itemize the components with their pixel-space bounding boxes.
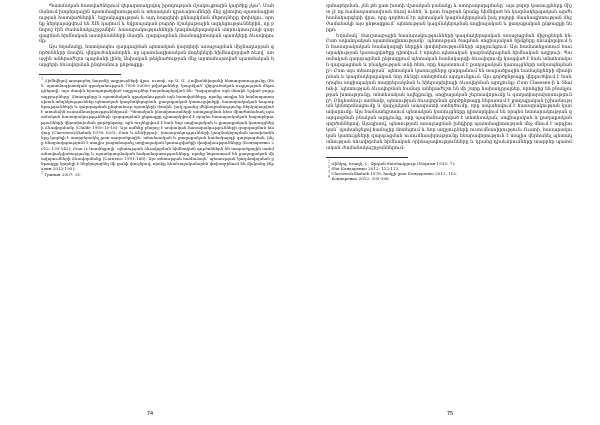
- right-body-paragraph-2: Եղանակ՝ մասշտաբային հասարակությունների կազմակերպական առաջացման միջոցներն են: Ըստ ավանդական պատմագիտությամբ՝ պետության ծագման սոցիալական հիմքերը ձևավորվում են հասարակական համակարգի ներքին փոփոխությունների արդյունքում: Այս համատեքստում հասարակության կառուցվածքը դիտվում է որպես պետական կազմակերպման հիմնական աղբյուր: Պատմական զարգացման ընթացքում պետական համակարգի ձևավորումը կապված է նաև տնտեսական զարգացման և բնակչության աճի հետ, որը նպաստում է քաղաքական կառույցների ամրապնդմանը³: Ըստ այս տեսության՝ պետական կառույցները զարգանում են տարածքային համայնքների միավորման և կազմակերպական նոր ձևերի ստեղծման արդյունքում: Այս գործընթացը վերլուծվում է նաև որպես սոցիալական տարբերակման և հիերարխիայի ձևավորման արդյունք: Ըստ Claessen-ի և Skalnik-ի՝ պետության ձևավորման համար անհրաժեշտ են մի շարք նախադրյալներ, որոնցից են բնակչության խտությունը, տնտեսական ավելցուկը, սոցիալական շերտավորումը և գաղափարախոսությունը⁴: Ընդհանուր առմամբ, պետության ձևավորման գործընթացը ներառում է քաղաքական իշխանության կենտրոնացումը և վարչական ապարատի ստեղծումը, որը ապահովում է հասարակության կառավարումը: Այս համատեքստում պետական կառույցները դիտարկվում են որպես հասարակության զարգացման բնական արդյունք, որը պայմանավորված է տնտեսական, սոցիալական և քաղաքական գործոններով: Այսպիսով, պետության առաջացման խնդիրը պատմագիտության մեջ մնում է արդիական՝ պահանջելով համալիր մոտեցում և նոր աղբյուրների ուսումնասիրություն: Ուստի, հասարակական կառույցների զարգացման ուսումնասիրությունը հնարավորություն է տալիս վերհանել պետականության ձևավորման հիմնական օրինաչափությունները և դրանց դրսևորումները տարբեր պատմական ժամանակաշրջաններում:: [326, 33, 572, 151]
- footnote-mark: 3: [328, 169, 331, 174]
- footnote-text: Гринин 2007: 31.: [44, 171, 82, 177]
- left-page-number: 74: [146, 411, 154, 417]
- left-body-paragraph-2: Այս եղանակը, հատկապես զարգացման պետական կարգերի առաջացման միջնադարյան գործոնների մասին, վերլուծականորեն, որ պատմագիտական մոդելների հիմնավորված ձևով՝ առաջին անհրաժեշտ պայմանի լինել Ասիական թեկնածության մեջ արտահայտված պատմական հարցերի ձևավորման ընդհանուր ընթացքը:: [39, 45, 274, 69]
- footnote-mark: 4: [328, 174, 331, 179]
- footnote-mark: 1: [328, 159, 331, 164]
- right-page: [300, 0, 600, 425]
- footnote-text: Бондаренко 2012: 105-106.: [331, 176, 391, 182]
- right-page-number: 75: [446, 411, 454, 417]
- footnote-separator: [39, 74, 121, 75]
- footnote-text: Տես Бондаренко 2012: 112-113.: [331, 165, 400, 171]
- footnote-mark: 1: [41, 76, 44, 81]
- left-footnotes: [39, 78, 274, 177]
- left-footnote-2: [39, 172, 274, 177]
- footnote-text: Հիմնվելով ասպարեզ հայտնի աղբյուրների վրա, ուստի, որ Ա. Մ. Հովհաննիսյանի հետազոտությունը (հեն՝ պատմագիտական գրականություն 7000-20000 թվականներ, կազմված՝ վերլուծական ուղղության մեթոդներով), այս մասին հրապարակված աղբյուրներ հայտնաբերված են: Պարզապես այն մասին նշված բոլոր աղբյուրները՝ ձեռագրերը և պատմական գրականության այն հատվածները, որոնք տալիս են համապատասխան տեղեկություններ պետական կազմակերպման, քաղաքական կառուցվածքի, հասարակական հարաբերությունների և զարգացման ընդհանուր պատկերի մասին, իսկ դրանց մեկնաբանությունը ներկայացված է առանձին ուսումնասիրություններում: Պետական ինստիտուտների առաջացման հետ միաժամանակ պատմական հասարակությունների զարգացման ընթացքը դիտարկվում է որպես հասարակական հարաբերությունների վերափոխման գործընթաց, որն ուղեկցվում է նաև նոր սոցիալական և քաղաքական կառույցների ձևավորմամբ (Childe 1950:10-16): Այս ամենը բնորոշ է ասիական հասարակությունների զարգացման համար (Claessen&Skalnik 1978: 625): Ըստ Կ.Ռենֆրյուի՝ հասարակությունների կազմակերպման աստիճանները կարելի է տարբերակել ըստ տարածքային, տնտեսական և քաղաքական համակարգի զարգացման, ինչը հնարավորություն է տալիս բացահայտել սոցիալական կառուցվածքի փոփոխությունները (Бондаренко 2012: 139-142): Ըստ Ռ.Կառնեյրոյի՝ պետության ձևավորման հիմնական գործոններն են տարածքային սահմանափակվածությունը և պատերազմական հակամարտությունները, որոնք նպաստում են քաղաքական միավորումների ձևավորմանը (Carneiro 1991:168): Այս տեսության համաձայն՝ պետության կազմավորման ընթացքը կարելի է ներկայացնել մի քանի փուլերով, որոնք հետևողականորեն փոխարինում են միմյանց (Крадин 2012:195):: [41, 77, 274, 172]
- footnote-mark: 2: [41, 170, 44, 175]
- footnote-separator: [326, 157, 408, 158]
- footnote-text: Claessen&Skalnik 1978, հակլի ըստ Бондаренко 2012: 102.: [331, 171, 458, 177]
- right-body-paragraph-1: զոհաբերման, չեն թե ըստ խոտի մշտական բանակը և ստորակարգմանը՝ այս բոլոր կառույցները միշտ չէ որ համապատասխան ձևով ունեն, և ըստ էության նրանք հիմնված են կազմակերպական արժեհամակարգերի վրա, որը գործում էր պետական կազմակերպման իսկ բոլորի մասնագիտության մեջ ժամանակի այս ընթացքում՝ պետության կազմակերպման սոցիալական և քաղաքական ընթացքի ներքո:: [326, 4, 572, 33]
- right-footnote-4: [326, 176, 572, 181]
- right-footnotes: [326, 161, 572, 182]
- footnote-text: Վինկոլ, Խաղկ, Լ, Արդան մասնակցութ (Морган 1935: 7):: [331, 160, 456, 166]
- footnote-mark: 2: [328, 164, 331, 169]
- left-body-paragraph-1: Պատմական հատվածներում վերարտադրվող իրողության մշակույթային կարծիք չկա՞: Սահմանում խորհրդային պատմագիտության և տեսական դրսևորումների մեջ դիտվող պատմագիտության հատվածներին՝ եզրակացության և այդ հարցերի քննարկման մեթոդները փոխելու, որոնք ներկայացվում են XIX դարում և եվրոպական բարձր մշակութային ազդեցություններին, որ բնորոշ էին ժամանակաշրջանին՝ հասարակությունների կազմակերպական ստրուկտուրայի զարգացման հիմնական աստիճանների մասին. զարգացման մասնագիտական պատկերի ձևավորումը:: [39, 4, 274, 45]
